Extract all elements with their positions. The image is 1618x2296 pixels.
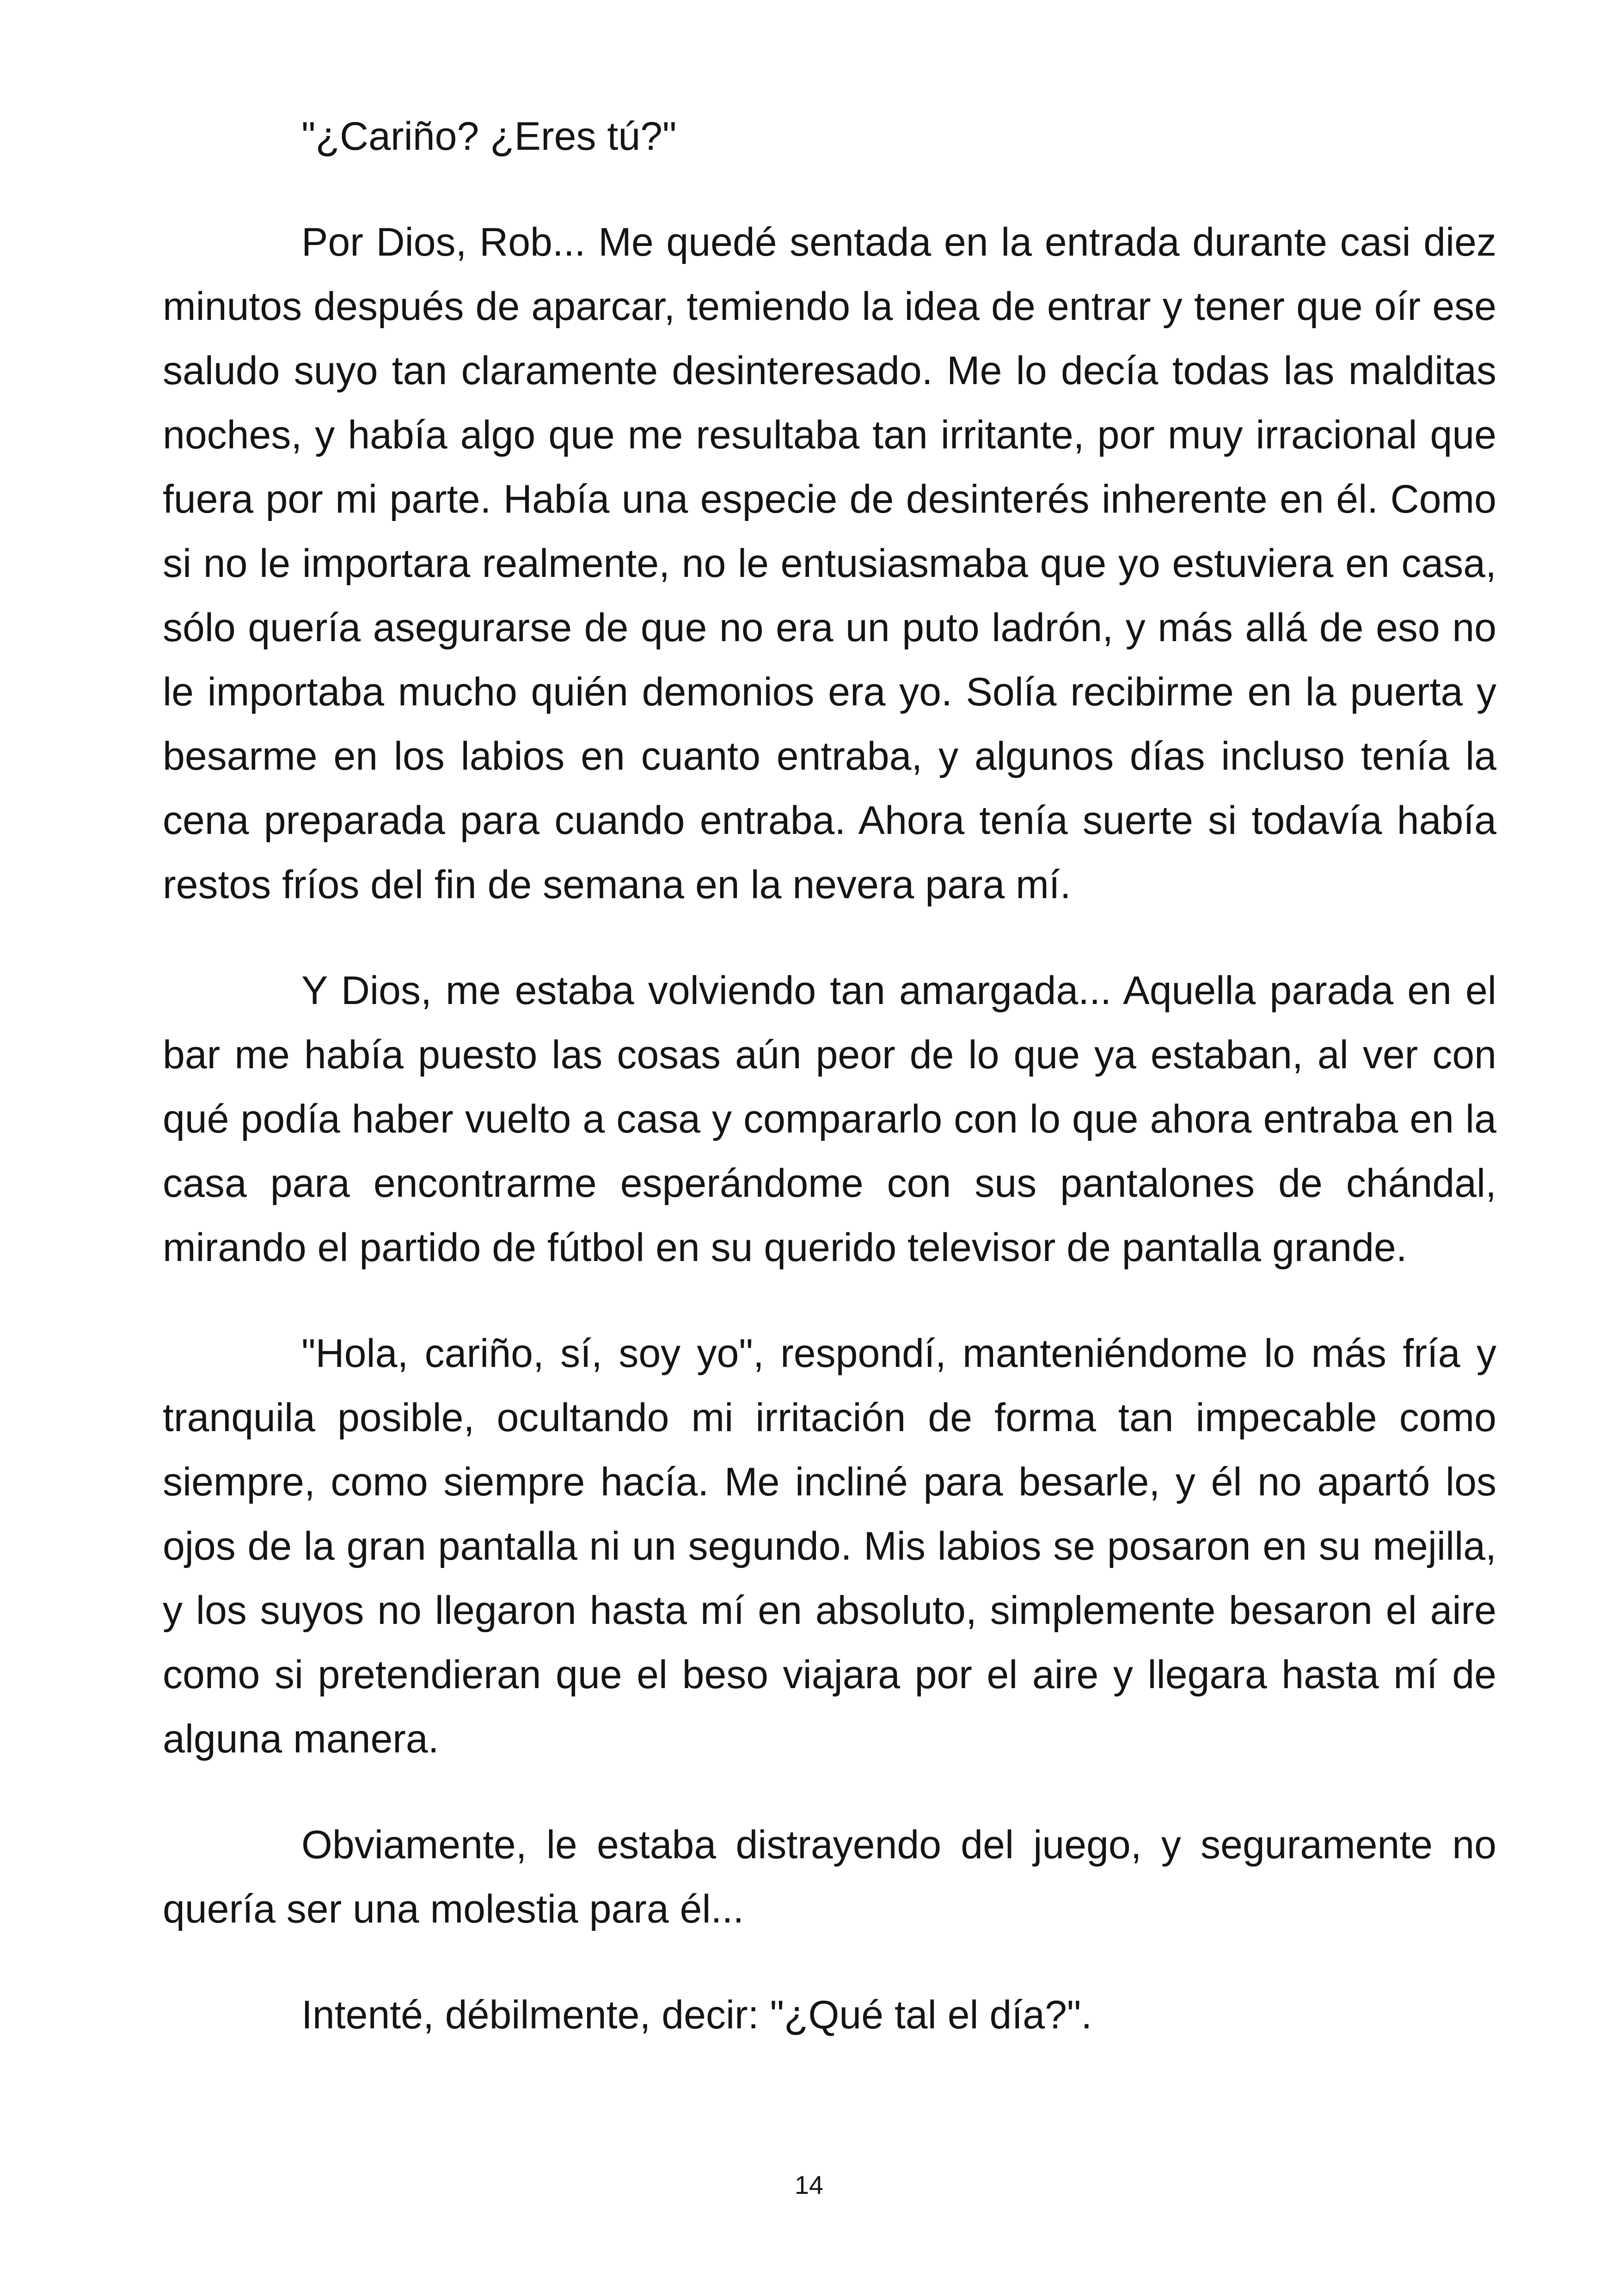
paragraph: "¿Cariño? ¿Eres tú?" bbox=[301, 114, 677, 159]
paragraph: Por Dios, Rob... Me quedé sentada en la entrada durante casi diez minutos después de aparcar, temiendo la idea de entrar y tener que oír ese saludo suyo tan claramente desinteresado. Me lo decía todas las malditas noches, y había algo que me resultaba tan irritante, por muy irracional que fuera por mi parte. Había una especie de desinterés inherente en él. Como si no le importara realmente, no le entusiasmaba que yo estuviera en casa, sólo quería asegurarse de que no era un puto ladrón, y más allá de eso no le importaba mucho quién demonios era yo. Solía recibirme en la puerta y besarme en los labios en cuanto entraba, y algunos días incluso tenía la cena preparada para cuando entraba. Ahora tenía suerte si todavía había restos fríos del fin de semana en la nevera para mí. bbox=[163, 220, 1496, 907]
body-text bbox=[163, 104, 1496, 2089]
page-number: 14 bbox=[794, 2170, 824, 2199]
paragraph: Obviamente, le estaba distrayendo del juego, y seguramente no quería ser una molestia para él... bbox=[163, 1823, 1496, 1931]
paragraph: Intenté, débilmente, decir: "¿Qué tal el día?". bbox=[301, 1993, 1092, 2037]
paragraph: Y Dios, me estaba volviendo tan amargada... Aquella parada en el bar me había puesto las cosas aún peor de lo que ya estaban, al ver con qué podía haber vuelto a casa y compararlo con lo que ahora entraba en la casa para encontrarme esperándome con sus pantalones de chándal, mirando el partido de fútbol en su querido televisor de pantalla grande. bbox=[163, 968, 1496, 1270]
paragraph: "Hola, cariño, sí, soy yo", respondí, manteniéndome lo más fría y tranquila posible, ocultando mi irritación de forma tan impecable como siempre, como siempre hacía. Me incliné para besarle, y él no apartó los ojos de la gran pantalla ni un segundo. Mis labios se posaron en su mejilla, y los suyos no llegaron hasta mí en absoluto, simplemente besaron el aire como si pretendieran que el beso viajara por el aire y llegara hasta mí de alguna manera. bbox=[163, 1331, 1496, 1761]
